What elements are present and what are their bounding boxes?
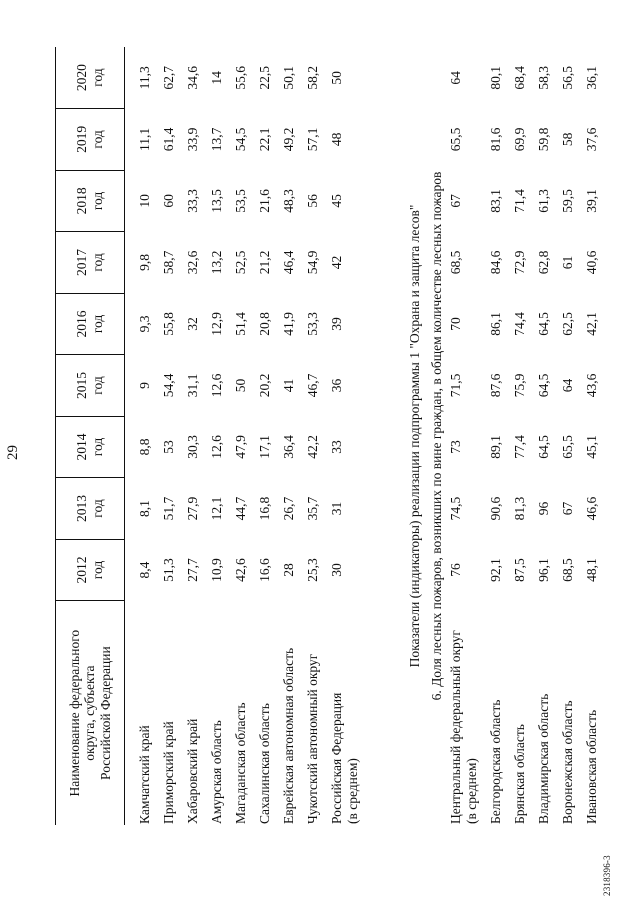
value-cell: 13,7	[209, 127, 224, 152]
value-cell: 17,1	[257, 435, 272, 459]
value-cell: 74,5	[448, 496, 463, 521]
column-header-year: 2016 год	[56, 293, 125, 355]
value-cell: 9	[137, 382, 152, 389]
value-cell: 92,1	[488, 558, 503, 582]
column-header-year: 2012 год	[56, 539, 125, 601]
indicator-table	[55, 47, 608, 825]
value-cell: 36	[329, 378, 344, 393]
value-cell: 36,1	[584, 66, 599, 90]
table-row	[305, 47, 329, 825]
value-cell: 41	[281, 378, 296, 393]
spacer-row	[369, 47, 404, 825]
region-name: Воронежская область	[560, 700, 575, 824]
value-cell: 68,5	[448, 250, 463, 275]
region-name: Хабаровский край	[185, 718, 200, 824]
value-cell: 26,7	[281, 496, 296, 521]
value-cell: 31	[329, 501, 344, 516]
value-cell: 11,3	[137, 66, 152, 90]
value-cell: 10	[137, 194, 152, 208]
value-cell: 54,5	[233, 127, 248, 152]
region-name: Российская Федерация (в среднем)	[329, 692, 360, 824]
region-name: Магаданская область	[233, 702, 248, 824]
value-cell: 44,7	[233, 496, 248, 521]
value-cell: 87,5	[512, 558, 527, 582]
region-name: Ивановская область	[584, 709, 599, 824]
value-cell: 51,3	[161, 558, 176, 582]
table-row	[329, 47, 369, 825]
value-cell: 12,6	[209, 373, 224, 398]
table-row	[233, 47, 257, 825]
value-cell: 50	[329, 71, 344, 85]
value-cell: 16,8	[257, 496, 272, 521]
region-name: Сахалинская область	[257, 703, 272, 824]
table-row	[536, 47, 560, 825]
value-cell: 72,9	[512, 250, 527, 275]
value-cell: 14	[209, 71, 224, 85]
column-header-year: 2018 год	[56, 170, 125, 232]
value-cell: 47,9	[233, 435, 248, 459]
value-cell: 83,1	[488, 189, 503, 213]
value-cell: 64	[448, 71, 463, 85]
value-cell: 33,9	[185, 127, 200, 152]
value-cell: 59,8	[536, 127, 551, 152]
region-name: Чукотский автономный округ	[305, 653, 320, 824]
value-cell: 42,2	[305, 435, 320, 459]
value-cell: 39,1	[584, 189, 599, 213]
value-cell: 50	[233, 378, 248, 393]
value-cell: 61,3	[536, 189, 551, 213]
value-cell: 10,9	[209, 558, 224, 582]
value-cell: 34,6	[185, 66, 200, 90]
value-cell: 62,5	[560, 312, 575, 336]
value-cell: 50,1	[281, 66, 296, 90]
value-cell: 69,9	[512, 127, 527, 152]
value-cell: 39	[329, 317, 344, 331]
value-cell: 31,1	[185, 373, 200, 398]
region-name: Брянская область	[512, 724, 527, 824]
value-cell: 21,2	[257, 250, 272, 275]
table-row	[512, 47, 536, 825]
column-header-year: 2014 год	[56, 416, 125, 478]
value-cell: 67	[448, 194, 463, 208]
value-cell: 20,8	[257, 312, 272, 336]
value-cell: 8,1	[137, 500, 152, 517]
table-row	[281, 47, 305, 825]
value-cell: 54,4	[161, 373, 176, 398]
value-cell: 46,7	[305, 373, 320, 398]
value-cell: 74,4	[512, 312, 527, 336]
value-cell: 64,5	[536, 435, 551, 459]
value-cell: 51,4	[233, 312, 248, 336]
value-cell: 61,4	[161, 127, 176, 152]
value-cell: 65,5	[448, 127, 463, 152]
column-header-name: Наименование федерального округа, субъекта Российской Федерации	[56, 601, 125, 825]
document-code: 2318396-3	[602, 855, 612, 896]
table-row	[488, 47, 512, 825]
value-cell: 28	[281, 563, 296, 577]
value-cell: 71,5	[448, 373, 463, 398]
value-cell: 55,8	[161, 312, 176, 336]
value-cell: 48,3	[281, 189, 296, 213]
value-cell: 58,7	[161, 250, 176, 275]
section-title: Показатели (индикаторы) реализации подпрограммы 1 "Охрана и защита лесов"	[407, 204, 423, 668]
value-cell: 12,6	[209, 435, 224, 459]
value-cell: 22,1	[257, 127, 272, 152]
table-row	[209, 47, 233, 825]
value-cell: 9,3	[137, 315, 152, 333]
value-cell: 65,5	[560, 435, 575, 459]
table-row	[584, 47, 608, 825]
value-cell: 8,8	[137, 438, 152, 456]
value-cell: 77,4	[512, 435, 527, 459]
value-cell: 81,6	[488, 127, 503, 152]
value-cell: 62,7	[161, 66, 176, 90]
value-cell: 30	[329, 563, 344, 577]
value-cell: 68,4	[512, 66, 527, 90]
value-cell: 13,2	[209, 250, 224, 275]
value-cell: 9,8	[137, 254, 152, 271]
table-row	[560, 47, 584, 825]
value-cell: 37,6	[584, 127, 599, 152]
value-cell: 58,2	[305, 66, 320, 90]
region-name: Центральный федеральный округ (в среднем)	[448, 630, 479, 824]
section-subtitle: 6. Доля лесных пожаров, возникших по вине граждан, в общем количестве лесных пожаров	[429, 171, 445, 701]
region-name: Владимирская область	[536, 693, 551, 824]
value-cell: 56,5	[560, 66, 575, 90]
value-cell: 40,6	[584, 250, 599, 275]
value-cell: 58	[560, 132, 575, 147]
value-cell: 52,5	[233, 250, 248, 275]
value-cell: 11,1	[137, 127, 152, 151]
value-cell: 57,1	[305, 127, 320, 152]
value-cell: 75,9	[512, 373, 527, 398]
value-cell: 60	[161, 194, 176, 208]
value-cell: 89,1	[488, 435, 503, 459]
value-cell: 55,6	[233, 66, 248, 90]
value-cell: 64,5	[536, 312, 551, 336]
value-cell: 35,7	[305, 496, 320, 521]
value-cell: 20,2	[257, 373, 272, 398]
column-header-year: 2015 год	[56, 355, 125, 417]
value-cell: 32	[185, 317, 200, 331]
value-cell: 48	[329, 132, 344, 147]
value-cell: 25,3	[305, 558, 320, 582]
table-row	[161, 47, 185, 825]
table-body	[125, 47, 609, 825]
value-cell: 96,1	[536, 558, 551, 582]
value-cell: 67	[560, 501, 575, 516]
page-number: 29	[5, 445, 21, 460]
value-cell: 33	[329, 440, 344, 454]
value-cell: 13,5	[209, 189, 224, 213]
table-row	[257, 47, 281, 825]
value-cell: 61	[560, 255, 575, 270]
table-header-row	[56, 47, 125, 825]
value-cell: 27,9	[185, 496, 200, 521]
value-cell: 90,6	[488, 496, 503, 521]
value-cell: 96	[536, 501, 551, 516]
value-cell: 27,7	[185, 558, 200, 582]
region-name: Белгородская область	[488, 699, 503, 824]
region-name: Камчатский край	[137, 725, 152, 824]
value-cell: 64	[560, 378, 575, 393]
column-header-year: 2019 год	[56, 109, 125, 171]
value-cell: 59,5	[560, 189, 575, 213]
value-cell: 8,4	[137, 561, 152, 579]
value-cell: 21,6	[257, 189, 272, 213]
value-cell: 33,3	[185, 189, 200, 213]
value-cell: 58,3	[536, 66, 551, 90]
value-cell: 30,3	[185, 435, 200, 459]
value-cell: 12,1	[209, 496, 224, 521]
section-title-row	[404, 47, 426, 825]
value-cell: 73	[448, 440, 463, 454]
table-row	[448, 47, 488, 825]
value-cell: 12,9	[209, 312, 224, 336]
value-cell: 42,1	[584, 312, 599, 336]
value-cell: 56	[305, 194, 320, 208]
value-cell: 53,5	[233, 189, 248, 213]
value-cell: 54,9	[305, 250, 320, 275]
value-cell: 80,1	[488, 66, 503, 90]
value-cell: 64,5	[536, 373, 551, 398]
value-cell: 32,6	[185, 250, 200, 275]
value-cell: 46,6	[584, 496, 599, 521]
value-cell: 51,7	[161, 496, 176, 521]
value-cell: 45	[329, 194, 344, 208]
region-name: Еврейская автономная область	[281, 647, 296, 824]
table-row	[185, 47, 209, 825]
value-cell: 84,6	[488, 250, 503, 275]
value-cell: 81,3	[512, 496, 527, 521]
column-header-year: 2020 год	[56, 47, 125, 109]
value-cell: 86,1	[488, 312, 503, 336]
value-cell: 22,5	[257, 66, 272, 90]
value-cell: 16,6	[257, 558, 272, 582]
region-name: Приморский край	[161, 721, 176, 824]
value-cell: 41,9	[281, 312, 296, 336]
value-cell: 46,4	[281, 250, 296, 275]
value-cell: 48,1	[584, 558, 599, 582]
value-cell: 43,6	[584, 373, 599, 398]
column-header-year: 2013 год	[56, 478, 125, 540]
value-cell: 70	[448, 317, 463, 331]
value-cell: 42,6	[233, 558, 248, 582]
value-cell: 68,5	[560, 558, 575, 582]
value-cell: 53,3	[305, 312, 320, 336]
value-cell: 53	[161, 440, 176, 454]
region-name: Амурская область	[209, 720, 224, 824]
value-cell: 76	[448, 563, 463, 577]
column-header-year: 2017 год	[56, 232, 125, 294]
spacer-row	[125, 47, 138, 825]
value-cell: 49,2	[281, 127, 296, 152]
value-cell: 36,4	[281, 435, 296, 459]
section-subtitle-row	[426, 47, 448, 825]
value-cell: 87,6	[488, 373, 503, 398]
value-cell: 62,8	[536, 250, 551, 275]
table-row	[137, 47, 161, 825]
value-cell: 42	[329, 255, 344, 270]
value-cell: 45,1	[584, 435, 599, 459]
value-cell: 71,4	[512, 189, 527, 213]
